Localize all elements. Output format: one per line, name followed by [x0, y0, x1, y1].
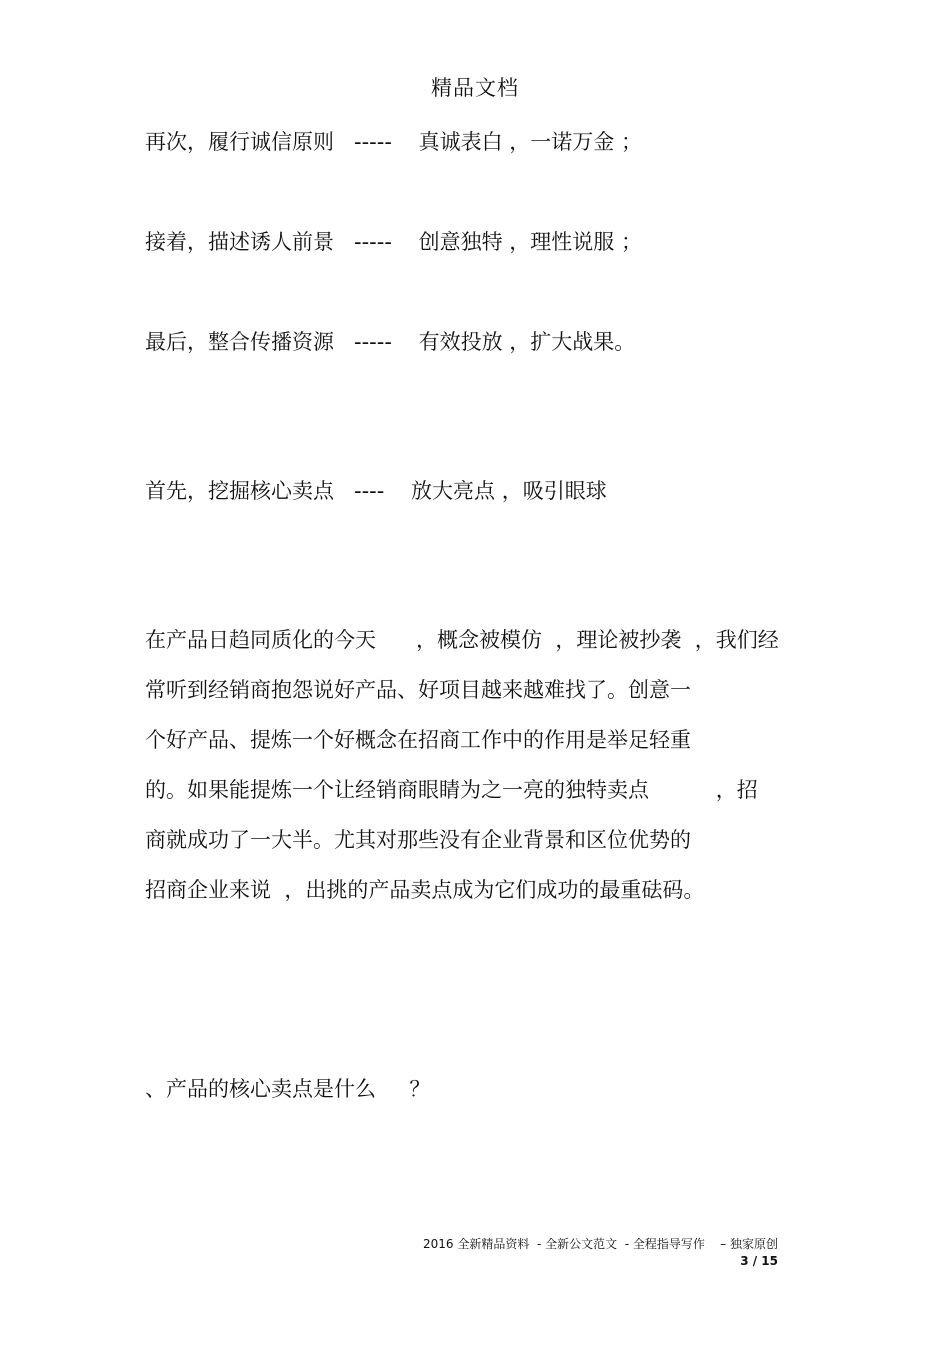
footer-text: 2016 全新精品资料 - 全新公文范文 - 全程指导写作 – 独家原创 [423, 1237, 778, 1251]
section-line-4: 首先，挖掘核心卖点 ---- 放大亮点 ，吸引眼球 [145, 479, 607, 503]
paragraph-line-4: 的。如果能提炼一个让经销商眼睛为之一亮的独特卖点 ，招 [145, 778, 758, 802]
page-header-title: 精品文档 [431, 76, 519, 100]
paragraph-line-6: 招商企业来说 ，出挑的产品卖点成为它们成功的最重砝码。 [145, 878, 705, 902]
section-line-2: 接着，描述诱人前景 ----- 创意独特 ，理性说服 ； [145, 230, 642, 254]
page-number: 3 / 15 [740, 1254, 778, 1268]
paragraph-line-1: 在产品日趋同质化的今天 ，概念被模仿 ，理论被抄袭 ，我们经 [145, 628, 779, 652]
question-heading: 、产品的核心卖点是什么 ？ [145, 1077, 431, 1101]
paragraph-line-3: 个好产品、提炼一个好概念在招商工作中的作用是举足轻重 [145, 728, 691, 752]
paragraph-line-2: 常听到经销商抱怨说好产品、好项目越来越难找了。创意一 [145, 678, 691, 702]
section-line-1: 再次，履行诚信原则 ----- 真诚表白 ，一诺万金 ； [145, 130, 642, 154]
paragraph-line-5: 商就成功了一大半。尤其对那些没有企业背景和区位优势的 [145, 828, 691, 852]
section-line-3: 最后，整合传播资源 ----- 有效投放 ，扩大战果。 [145, 330, 636, 354]
